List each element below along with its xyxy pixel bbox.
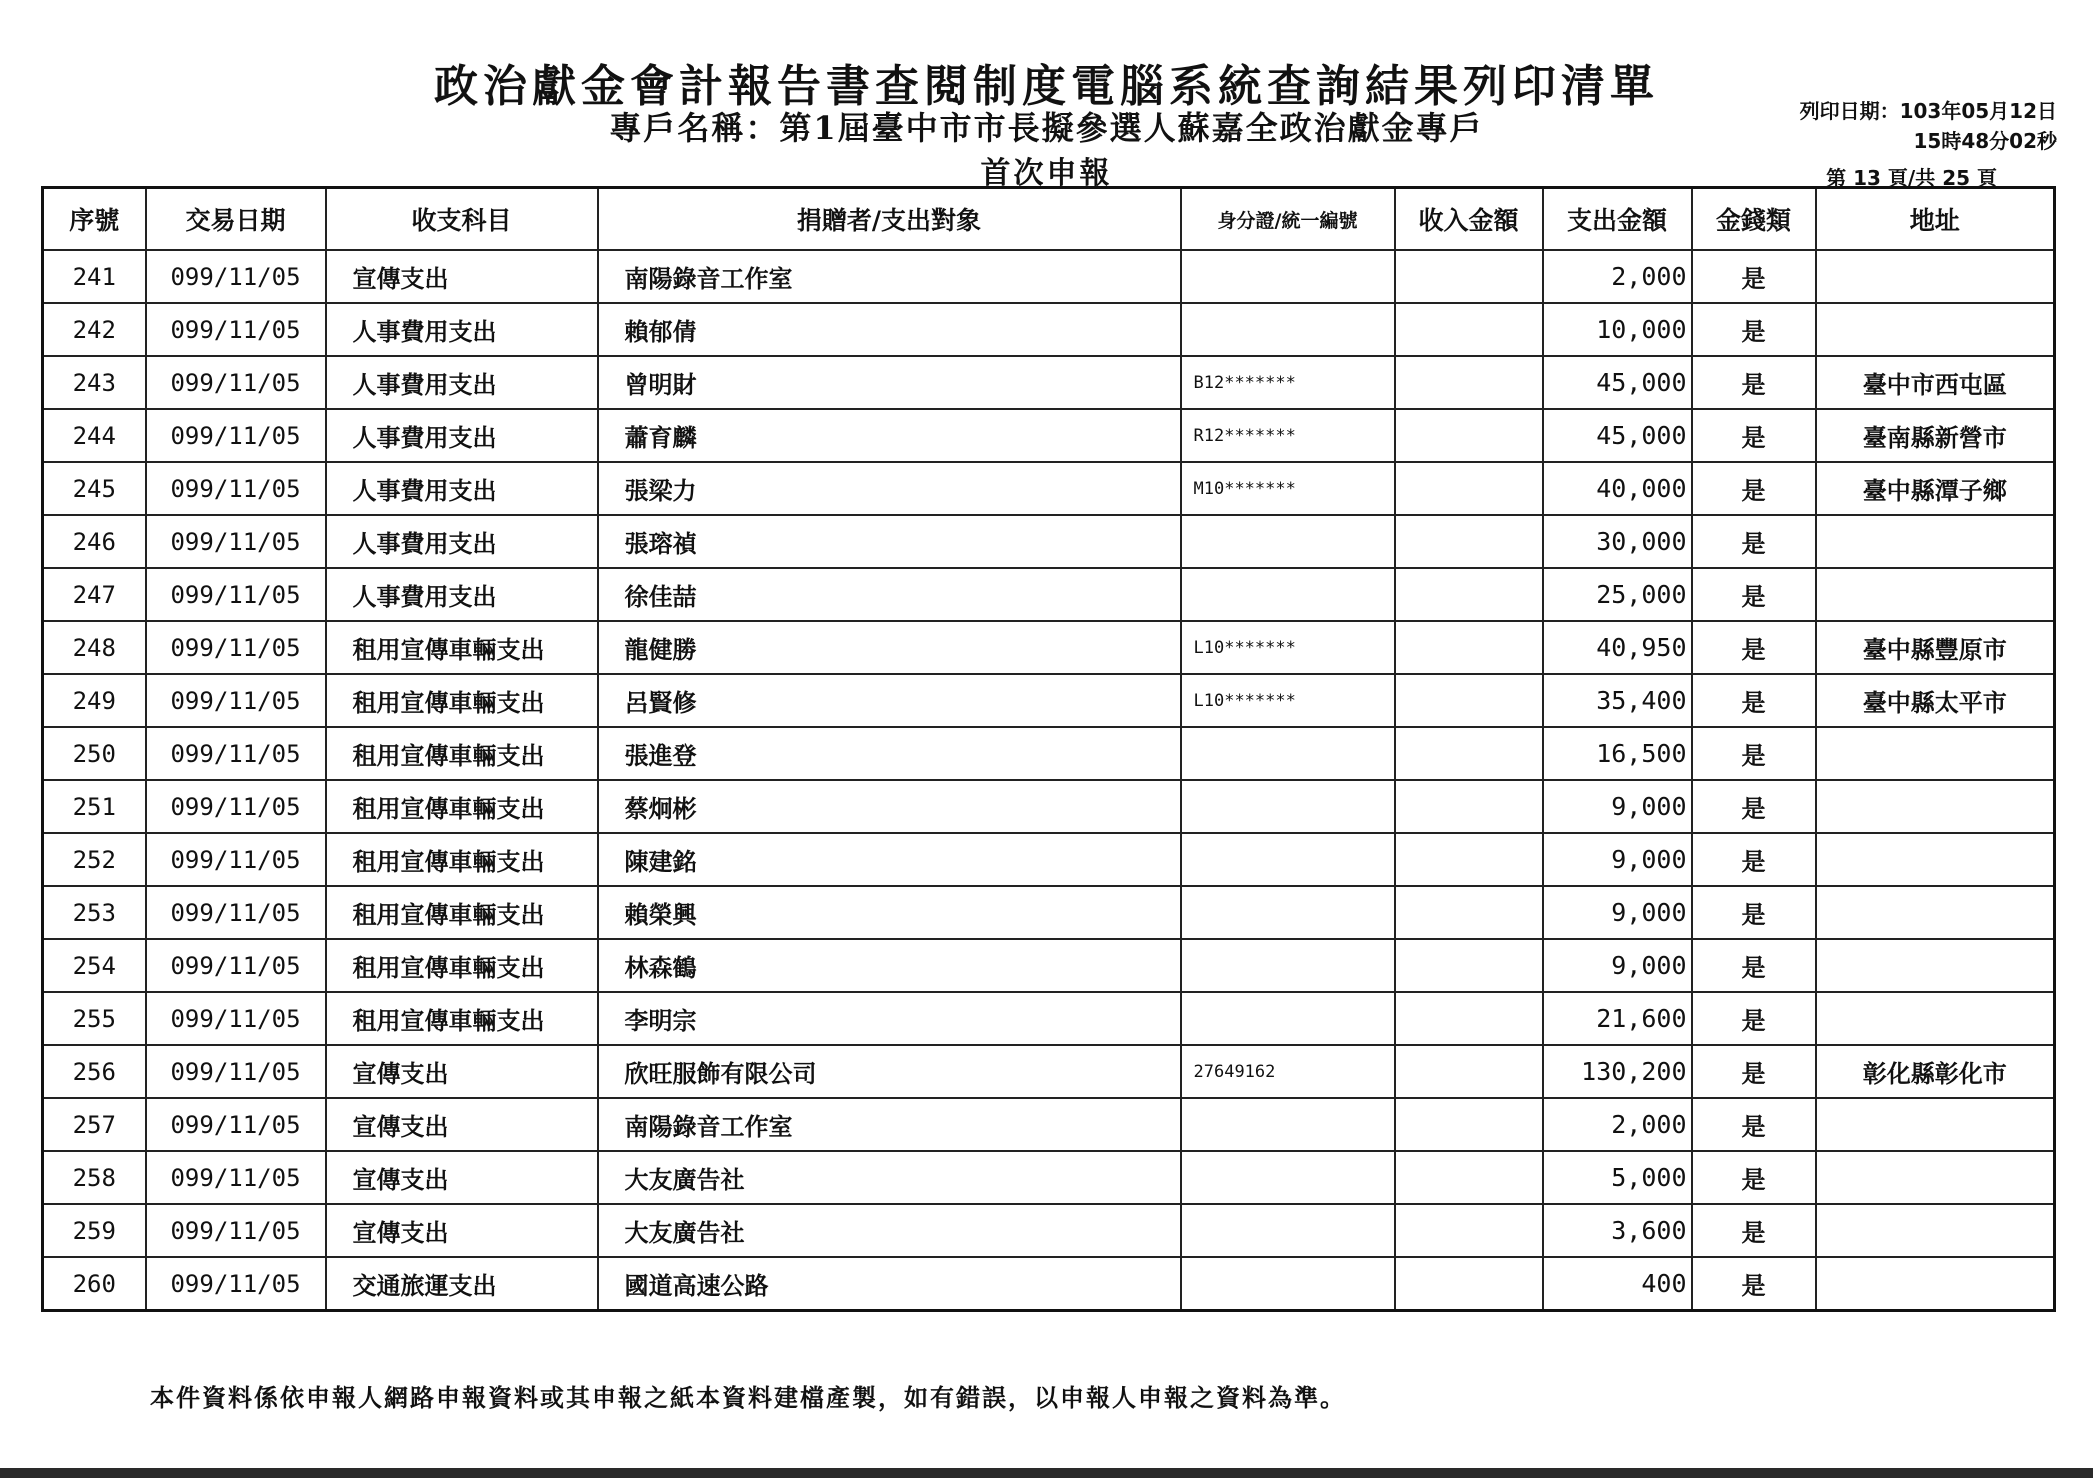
- cell-expense: 5,000: [1543, 1151, 1692, 1204]
- cell-expense: 45,000: [1543, 409, 1692, 462]
- page-info: 第 13 頁/共 25 頁: [1826, 166, 1997, 190]
- cell-seq: 256: [43, 1045, 146, 1098]
- cell-cash: 是: [1692, 780, 1816, 833]
- print-info: [1800, 96, 2057, 156]
- scan-edge: [0, 1468, 2093, 1478]
- cell-party: 呂賢修: [598, 674, 1181, 727]
- cell-expense: 9,000: [1543, 886, 1692, 939]
- cell-category: 人事費用支出: [326, 303, 598, 356]
- header-income: 收入金額: [1395, 188, 1543, 251]
- cell-address: 臺南縣新營市: [1816, 409, 2055, 462]
- cell-cash: 是: [1692, 1045, 1816, 1098]
- table-row: [43, 515, 2055, 568]
- cell-id: [1181, 886, 1395, 939]
- cell-id: L10*******: [1181, 674, 1395, 727]
- cell-category: 交通旅運支出: [326, 1257, 598, 1311]
- cell-cash: 是: [1692, 515, 1816, 568]
- cell-income: [1395, 621, 1543, 674]
- cell-date: 099/11/05: [146, 1098, 326, 1151]
- cell-category: 租用宣傳車輛支出: [326, 886, 598, 939]
- cell-expense: 40,000: [1543, 462, 1692, 515]
- cell-income: [1395, 886, 1543, 939]
- cell-expense: 3,600: [1543, 1204, 1692, 1257]
- cell-id: [1181, 1151, 1395, 1204]
- cell-party: 張進登: [598, 727, 1181, 780]
- cell-party: 李明宗: [598, 992, 1181, 1045]
- cell-address: [1816, 886, 2055, 939]
- account-name: 專戶名稱：第1屆臺中市市長擬參選人蘇嘉全政治獻金專戶: [609, 109, 1484, 147]
- cell-date: 099/11/05: [146, 303, 326, 356]
- cell-expense: 2,000: [1543, 250, 1692, 303]
- cell-address: [1816, 568, 2055, 621]
- cell-party: 蕭育麟: [598, 409, 1181, 462]
- cell-expense: 10,000: [1543, 303, 1692, 356]
- cell-income: [1395, 356, 1543, 409]
- table-row: [43, 1257, 2055, 1311]
- cell-party: 徐佳喆: [598, 568, 1181, 621]
- cell-address: 臺中市西屯區: [1816, 356, 2055, 409]
- cell-seq: 249: [43, 674, 146, 727]
- cell-expense: 35,400: [1543, 674, 1692, 727]
- table-header-row: [43, 188, 2055, 251]
- cell-id: [1181, 780, 1395, 833]
- cell-address: [1816, 780, 2055, 833]
- cell-id: [1181, 515, 1395, 568]
- cell-date: 099/11/05: [146, 1204, 326, 1257]
- cell-address: [1816, 1204, 2055, 1257]
- cell-id: [1181, 1204, 1395, 1257]
- cell-income: [1395, 568, 1543, 621]
- cell-expense: 40,950: [1543, 621, 1692, 674]
- cell-date: 099/11/05: [146, 727, 326, 780]
- cell-category: 人事費用支出: [326, 409, 598, 462]
- cell-seq: 257: [43, 1098, 146, 1151]
- cell-party: 大友廣告社: [598, 1151, 1181, 1204]
- cell-address: [1816, 939, 2055, 992]
- cell-seq: 245: [43, 462, 146, 515]
- table-row: [43, 833, 2055, 886]
- table-row: [43, 462, 2055, 515]
- cell-seq: 259: [43, 1204, 146, 1257]
- cell-seq: 242: [43, 303, 146, 356]
- cell-cash: 是: [1692, 356, 1816, 409]
- cell-income: [1395, 1045, 1543, 1098]
- cell-income: [1395, 727, 1543, 780]
- cell-category: 租用宣傳車輛支出: [326, 780, 598, 833]
- cell-income: [1395, 1204, 1543, 1257]
- table-row: [43, 621, 2055, 674]
- header-id: 身分證/統一編號: [1181, 188, 1395, 251]
- cell-party: 蔡炯彬: [598, 780, 1181, 833]
- cell-address: [1816, 303, 2055, 356]
- cell-income: [1395, 1151, 1543, 1204]
- cell-category: 宣傳支出: [326, 1098, 598, 1151]
- cell-category: 宣傳支出: [326, 250, 598, 303]
- cell-income: [1395, 992, 1543, 1045]
- table-row: [43, 250, 2055, 303]
- header-party: 捐贈者/支出對象: [598, 188, 1181, 251]
- cell-category: 租用宣傳車輛支出: [326, 621, 598, 674]
- cell-category: 人事費用支出: [326, 568, 598, 621]
- cell-category: 人事費用支出: [326, 462, 598, 515]
- cell-seq: 258: [43, 1151, 146, 1204]
- header-address: 地址: [1816, 188, 2055, 251]
- cell-category: 人事費用支出: [326, 356, 598, 409]
- cell-expense: 25,000: [1543, 568, 1692, 621]
- cell-category: 租用宣傳車輛支出: [326, 833, 598, 886]
- cell-category: 租用宣傳車輛支出: [326, 727, 598, 780]
- cell-cash: 是: [1692, 833, 1816, 886]
- cell-party: 龍健勝: [598, 621, 1181, 674]
- cell-seq: 247: [43, 568, 146, 621]
- table-row: [43, 1098, 2055, 1151]
- cell-address: [1816, 992, 2055, 1045]
- cell-date: 099/11/05: [146, 250, 326, 303]
- cell-id: B12*******: [1181, 356, 1395, 409]
- cell-cash: 是: [1692, 1098, 1816, 1151]
- cell-address: [1816, 833, 2055, 886]
- footer-note: 本件資料係依申報人網路申報資料或其申報之紙本資料建檔產製，如有錯誤，以申報人申報之資料為準。: [150, 1383, 1346, 1412]
- cell-income: [1395, 250, 1543, 303]
- cell-id: [1181, 833, 1395, 886]
- cell-party: 賴郁倩: [598, 303, 1181, 356]
- cell-address: 臺中縣豐原市: [1816, 621, 2055, 674]
- header-date: 交易日期: [146, 188, 326, 251]
- cell-party: 林森鶴: [598, 939, 1181, 992]
- cell-seq: 250: [43, 727, 146, 780]
- cell-address: 彰化縣彰化市: [1816, 1045, 2055, 1098]
- cell-cash: 是: [1692, 462, 1816, 515]
- cell-cash: 是: [1692, 727, 1816, 780]
- cell-income: [1395, 780, 1543, 833]
- cell-id: L10*******: [1181, 621, 1395, 674]
- cell-date: 099/11/05: [146, 1151, 326, 1204]
- table-row: [43, 568, 2055, 621]
- print-date: 列印日期：103年05月12日: [1799, 99, 2057, 123]
- cell-party: 張梁力: [598, 462, 1181, 515]
- cell-date: 099/11/05: [146, 568, 326, 621]
- cell-date: 099/11/05: [146, 833, 326, 886]
- cell-expense: 45,000: [1543, 356, 1692, 409]
- header-seq: 序號: [43, 188, 146, 251]
- table-row: [43, 992, 2055, 1045]
- print-time: 15時48分02秒: [1913, 129, 2057, 153]
- cell-date: 099/11/05: [146, 886, 326, 939]
- cell-address: [1816, 1151, 2055, 1204]
- cell-expense: 9,000: [1543, 939, 1692, 992]
- header-cash: 金錢類: [1692, 188, 1816, 251]
- cell-seq: 251: [43, 780, 146, 833]
- cell-id: 27649162: [1181, 1045, 1395, 1098]
- cell-expense: 9,000: [1543, 780, 1692, 833]
- cell-party: 曾明財: [598, 356, 1181, 409]
- cell-date: 099/11/05: [146, 462, 326, 515]
- ledger-table: [41, 186, 2056, 1312]
- cell-category: 租用宣傳車輛支出: [326, 939, 598, 992]
- cell-address: [1816, 1257, 2055, 1311]
- cell-date: 099/11/05: [146, 621, 326, 674]
- cell-address: [1816, 515, 2055, 568]
- cell-date: 099/11/05: [146, 515, 326, 568]
- cell-id: [1181, 250, 1395, 303]
- cell-address: 臺中縣潭子鄉: [1816, 462, 2055, 515]
- table-row: [43, 303, 2055, 356]
- cell-id: [1181, 727, 1395, 780]
- cell-party: 賴榮興: [598, 886, 1181, 939]
- cell-id: [1181, 1098, 1395, 1151]
- cell-date: 099/11/05: [146, 409, 326, 462]
- cell-cash: 是: [1692, 939, 1816, 992]
- cell-cash: 是: [1692, 886, 1816, 939]
- cell-cash: 是: [1692, 674, 1816, 727]
- cell-date: 099/11/05: [146, 939, 326, 992]
- table-row: [43, 780, 2055, 833]
- table-row: [43, 409, 2055, 462]
- report-type: 首次申報: [980, 156, 1113, 191]
- cell-id: [1181, 303, 1395, 356]
- cell-cash: 是: [1692, 303, 1816, 356]
- cell-date: 099/11/05: [146, 674, 326, 727]
- cell-id: [1181, 939, 1395, 992]
- cell-income: [1395, 939, 1543, 992]
- cell-seq: 260: [43, 1257, 146, 1311]
- cell-category: 宣傳支出: [326, 1045, 598, 1098]
- cell-income: [1395, 1257, 1543, 1311]
- cell-cash: 是: [1692, 992, 1816, 1045]
- cell-date: 099/11/05: [146, 992, 326, 1045]
- cell-date: 099/11/05: [146, 1045, 326, 1098]
- table-row: [43, 886, 2055, 939]
- header-category: 收支科目: [326, 188, 598, 251]
- cell-seq: 255: [43, 992, 146, 1045]
- cell-seq: 252: [43, 833, 146, 886]
- cell-date: 099/11/05: [146, 780, 326, 833]
- cell-party: 陳建銘: [598, 833, 1181, 886]
- cell-cash: 是: [1692, 568, 1816, 621]
- cell-cash: 是: [1692, 1151, 1816, 1204]
- table-row: [43, 939, 2055, 992]
- cell-seq: 243: [43, 356, 146, 409]
- report-title: 政治獻金會計報告書查閱制度電腦系統查詢結果列印清單: [434, 61, 1659, 112]
- cell-seq: 248: [43, 621, 146, 674]
- table-row: [43, 356, 2055, 409]
- cell-id: R12*******: [1181, 409, 1395, 462]
- cell-party: 南陽錄音工作室: [598, 250, 1181, 303]
- cell-seq: 254: [43, 939, 146, 992]
- cell-address: [1816, 1098, 2055, 1151]
- cell-category: 人事費用支出: [326, 515, 598, 568]
- cell-party: 大友廣告社: [598, 1204, 1181, 1257]
- cell-income: [1395, 409, 1543, 462]
- cell-cash: 是: [1692, 1257, 1816, 1311]
- cell-seq: 241: [43, 250, 146, 303]
- cell-expense: 400: [1543, 1257, 1692, 1311]
- cell-seq: 253: [43, 886, 146, 939]
- cell-seq: 244: [43, 409, 146, 462]
- cell-party: 國道高速公路: [598, 1257, 1181, 1311]
- table-row: [43, 727, 2055, 780]
- cell-income: [1395, 462, 1543, 515]
- table-row: [43, 1045, 2055, 1098]
- cell-address: [1816, 727, 2055, 780]
- cell-income: [1395, 1098, 1543, 1151]
- cell-id: [1181, 568, 1395, 621]
- cell-expense: 21,600: [1543, 992, 1692, 1045]
- cell-expense: 130,200: [1543, 1045, 1692, 1098]
- cell-expense: 30,000: [1543, 515, 1692, 568]
- cell-seq: 246: [43, 515, 146, 568]
- cell-id: [1181, 1257, 1395, 1311]
- cell-address: 臺中縣太平市: [1816, 674, 2055, 727]
- cell-income: [1395, 515, 1543, 568]
- cell-party: 張瑢禎: [598, 515, 1181, 568]
- ledger-body: [43, 250, 2055, 1311]
- cell-income: [1395, 833, 1543, 886]
- cell-cash: 是: [1692, 250, 1816, 303]
- table-row: [43, 674, 2055, 727]
- cell-expense: 2,000: [1543, 1098, 1692, 1151]
- cell-category: 宣傳支出: [326, 1204, 598, 1257]
- cell-id: M10*******: [1181, 462, 1395, 515]
- cell-date: 099/11/05: [146, 356, 326, 409]
- cell-category: 租用宣傳車輛支出: [326, 992, 598, 1045]
- cell-category: 宣傳支出: [326, 1151, 598, 1204]
- cell-expense: 9,000: [1543, 833, 1692, 886]
- cell-party: 南陽錄音工作室: [598, 1098, 1181, 1151]
- cell-expense: 16,500: [1543, 727, 1692, 780]
- table-row: [43, 1151, 2055, 1204]
- cell-cash: 是: [1692, 1204, 1816, 1257]
- header-expense: 支出金額: [1543, 188, 1692, 251]
- cell-address: [1816, 250, 2055, 303]
- cell-category: 租用宣傳車輛支出: [326, 674, 598, 727]
- cell-id: [1181, 992, 1395, 1045]
- cell-cash: 是: [1692, 409, 1816, 462]
- table-row: [43, 1204, 2055, 1257]
- cell-income: [1395, 674, 1543, 727]
- cell-date: 099/11/05: [146, 1257, 326, 1311]
- cell-cash: 是: [1692, 621, 1816, 674]
- cell-income: [1395, 303, 1543, 356]
- cell-party: 欣旺服飾有限公司: [598, 1045, 1181, 1098]
